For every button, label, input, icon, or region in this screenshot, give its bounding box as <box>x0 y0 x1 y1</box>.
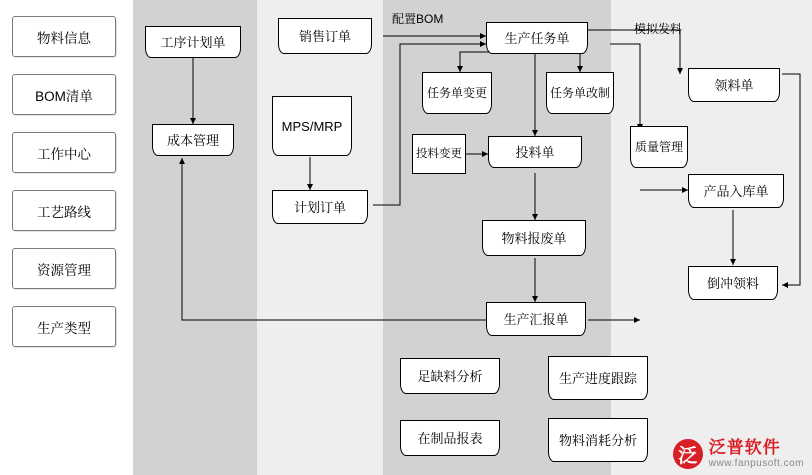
node-label: 物料报废单 <box>501 230 567 246</box>
edge-label-moni-fafang: 模拟发料 <box>634 22 683 36</box>
node-feeding-order[interactable] <box>488 136 582 168</box>
node-production-report[interactable] <box>486 302 586 336</box>
sidebar-item-label: 物料信息 <box>37 30 91 46</box>
node-task-change[interactable] <box>422 72 492 114</box>
edge-label-peizhi-bom: 配置BOM <box>392 12 444 26</box>
node-label: 生产进度跟踪 <box>558 370 637 386</box>
logo-mark-icon: 泛 <box>673 439 703 469</box>
node-label: 足缺料分析 <box>417 368 483 384</box>
node-label: MPS/MRP <box>281 118 343 134</box>
node-wip-report[interactable] <box>400 420 500 456</box>
node-label: 任务单变更 <box>426 86 487 100</box>
node-production-task[interactable] <box>486 22 588 54</box>
node-label: 工序计划单 <box>160 34 226 50</box>
node-material-consumption-analysis[interactable] <box>548 418 648 462</box>
node-process-plan[interactable] <box>145 26 241 58</box>
brand-logo <box>673 439 804 469</box>
node-label: 物料消耗分析 <box>558 432 637 448</box>
node-planned-order[interactable] <box>272 190 368 224</box>
node-label: 投料单 <box>515 144 555 160</box>
node-progress-tracking[interactable] <box>548 356 648 400</box>
node-label: 产品入库单 <box>703 183 769 199</box>
node-backflush-picking[interactable] <box>688 266 778 300</box>
sidebar-item-bom-list[interactable] <box>12 74 116 115</box>
node-shortage-analysis[interactable] <box>400 358 500 394</box>
node-label: 成本管理 <box>166 132 219 148</box>
background-band-1 <box>133 0 257 475</box>
sidebar-item-production-type[interactable] <box>12 306 116 347</box>
logo-website-url: www.fanpusoft.com <box>708 457 804 469</box>
sidebar-item-label: 资源管理 <box>37 262 91 278</box>
sidebar-item-label: 生产类型 <box>37 320 91 336</box>
sidebar-item-label: 工作中心 <box>37 146 91 162</box>
node-label: 倒冲领料 <box>706 275 759 291</box>
node-picking-order[interactable] <box>688 68 780 102</box>
sidebar-item-process-route[interactable] <box>12 190 116 231</box>
node-label: 生产汇报单 <box>503 311 569 327</box>
node-label: 计划订单 <box>293 199 346 215</box>
node-label: 领料单 <box>714 77 754 93</box>
node-product-inbound[interactable] <box>688 174 784 208</box>
logo-company-name: 泛普软件 <box>708 438 781 458</box>
node-label: 在制品报表 <box>417 430 483 446</box>
sidebar-item-work-center[interactable] <box>12 132 116 173</box>
background-band-2 <box>257 0 383 475</box>
sidebar-item-label: 工艺路线 <box>37 204 91 220</box>
node-task-rework[interactable] <box>546 72 614 114</box>
node-label: 质量管理 <box>634 140 683 154</box>
node-label: 销售订单 <box>298 28 351 44</box>
node-label: 生产任务单 <box>504 30 570 46</box>
node-cost-management[interactable] <box>152 124 234 156</box>
node-feeding-change[interactable] <box>412 134 466 174</box>
node-mps-mrp[interactable] <box>272 96 352 156</box>
sidebar-item-label: BOM清单 <box>35 88 93 104</box>
node-label: 投料变更 <box>416 147 462 160</box>
node-quality-management[interactable] <box>630 126 688 168</box>
node-sales-order[interactable] <box>278 18 372 54</box>
sidebar-item-resource-mgmt[interactable] <box>12 248 116 289</box>
node-material-scrap[interactable] <box>482 220 586 256</box>
node-label: 任务单改制 <box>550 86 611 100</box>
sidebar-item-material-info[interactable] <box>12 16 116 57</box>
